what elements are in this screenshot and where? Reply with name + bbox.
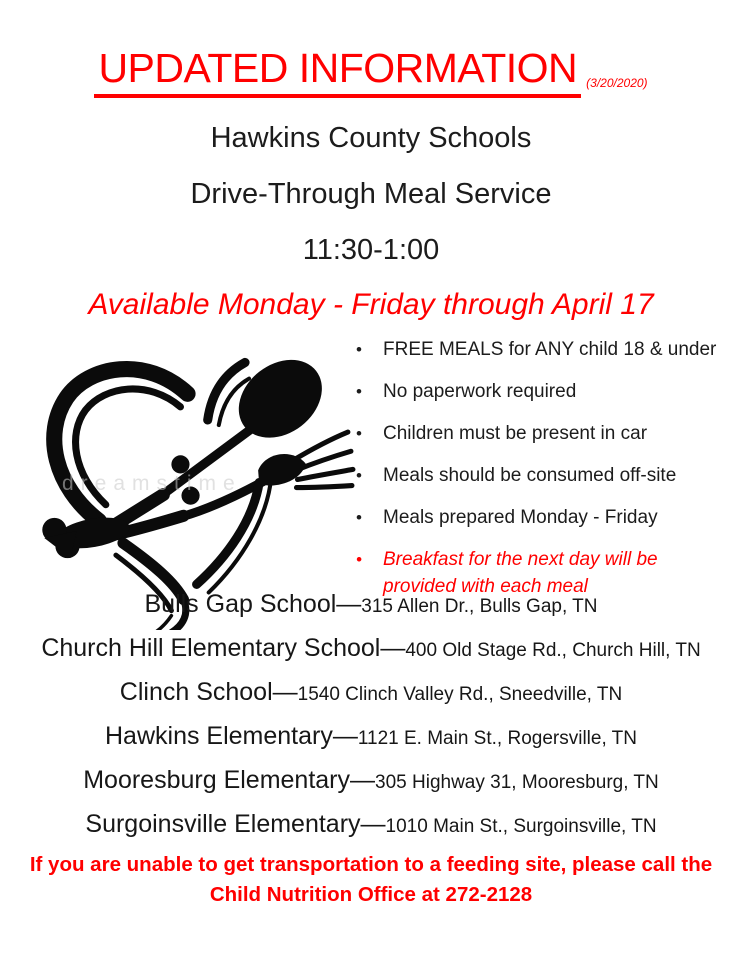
dash: — bbox=[350, 766, 376, 794]
school-name: Clinch School bbox=[119, 678, 273, 706]
dash: — bbox=[360, 810, 386, 838]
bullet-text: No paperwork required bbox=[383, 381, 577, 402]
list-item bbox=[356, 462, 722, 489]
dash: — bbox=[336, 590, 362, 618]
school-name: Hawkins Elementary bbox=[105, 722, 333, 750]
availability-note: Available Monday - Friday through April 17 bbox=[88, 288, 654, 321]
school-row bbox=[0, 582, 742, 626]
school-row bbox=[0, 670, 742, 714]
dash: — bbox=[380, 634, 406, 662]
school-name: Bulls Gap School bbox=[144, 590, 337, 618]
school-row bbox=[0, 714, 742, 758]
dash: — bbox=[272, 678, 298, 706]
school-name: Mooresburg Elementary bbox=[83, 766, 351, 794]
bullet-icon: • bbox=[356, 340, 362, 359]
header bbox=[0, 46, 742, 98]
school-row bbox=[0, 758, 742, 802]
school-name: Surgoinsville Elementary bbox=[85, 810, 361, 838]
school-row bbox=[0, 802, 742, 846]
org-name: Hawkins County Schools bbox=[210, 122, 532, 154]
bullet-text: Children must be present in car bbox=[383, 423, 648, 444]
bullet-text: Breakfast for the next day will be provided with each meal bbox=[383, 549, 658, 597]
info-bullet-list bbox=[356, 336, 722, 615]
bullet-icon: • bbox=[356, 550, 362, 569]
school-address: 1540 Clinch Valley Rd., Sneedville, TN bbox=[297, 684, 623, 705]
bullet-text: Meals prepared Monday - Friday bbox=[383, 507, 658, 528]
notice-line-1: If you are unable to get transportation to a feeding site, please call the bbox=[29, 853, 713, 876]
bullet-icon: • bbox=[356, 424, 362, 443]
date-note: (3/20/2020) bbox=[586, 76, 648, 91]
list-item bbox=[356, 504, 722, 531]
bullet-icon: • bbox=[356, 382, 362, 401]
transportation-notice bbox=[0, 850, 742, 910]
service-name: Drive-Through Meal Service bbox=[190, 178, 552, 210]
list-item bbox=[356, 336, 722, 363]
list-item bbox=[356, 420, 722, 447]
bullet-text: Meals should be consumed off-site bbox=[383, 465, 677, 486]
dash: — bbox=[332, 722, 358, 750]
bullet-icon: • bbox=[356, 508, 362, 527]
stock-watermark: dreamstime bbox=[62, 472, 242, 495]
school-address: 1121 E. Main St., Rogersville, TN bbox=[357, 728, 637, 749]
bullet-text: FREE MEALS for ANY child 18 & under bbox=[383, 339, 717, 360]
school-address: 315 Allen Dr., Bulls Gap, TN bbox=[361, 596, 598, 617]
school-location-list bbox=[0, 582, 742, 846]
school-row bbox=[0, 626, 742, 670]
notice-line-2: Child Nutrition Office at 272-2128 bbox=[209, 883, 533, 906]
school-address: 400 Old Stage Rd., Church Hill, TN bbox=[405, 640, 701, 661]
school-address: 1010 Main St., Surgoinsville, TN bbox=[385, 816, 657, 837]
school-address: 305 Highway 31, Mooresburg, TN bbox=[375, 772, 659, 793]
page-title: UPDATED INFORMATION bbox=[94, 46, 581, 98]
bullet-icon: • bbox=[356, 466, 362, 485]
school-name: Church Hill Elementary School bbox=[41, 634, 381, 662]
list-item bbox=[356, 378, 722, 405]
service-hours: 11:30-1:00 bbox=[302, 234, 440, 266]
